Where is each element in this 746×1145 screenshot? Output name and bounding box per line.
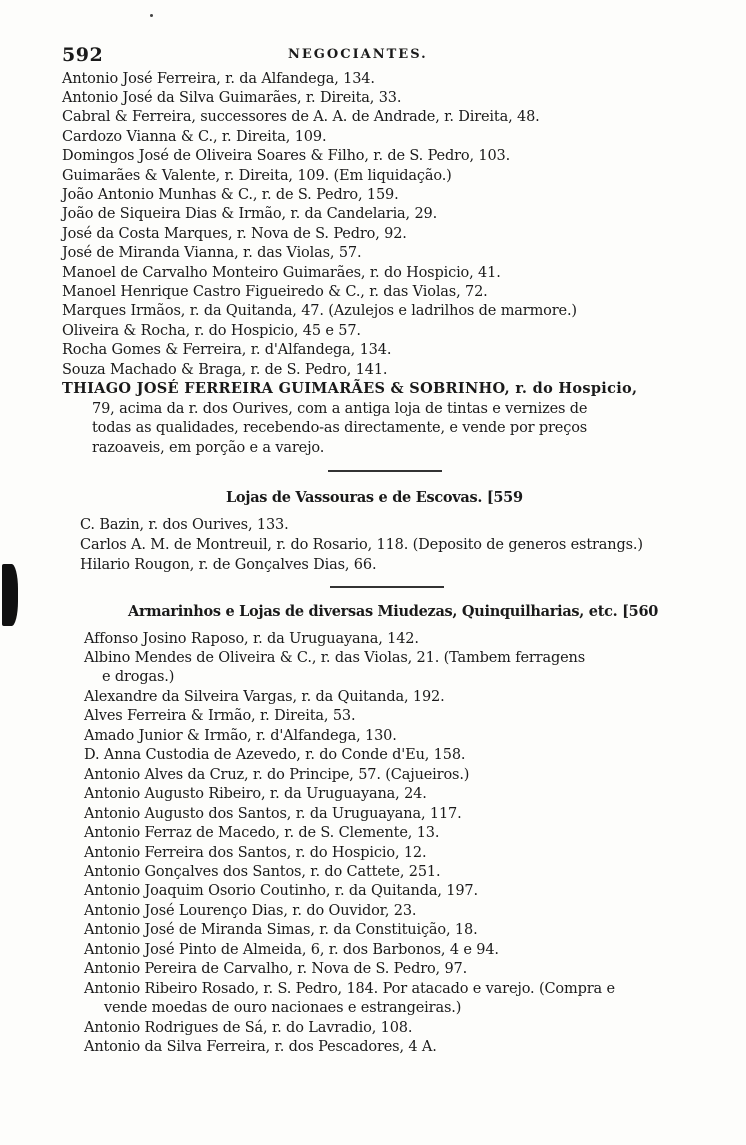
list-item: Antonio Joaquim Osorio Coutinho, r. da Quitanda, 197. [84,883,478,899]
list-item: Antonio José de Miranda Simas, r. da Constituição, 18. [84,922,478,938]
list-item: José da Costa Marques, r. Nova de S. Pedro, 92. [62,226,407,242]
list-item: Albino Mendes de Oliveira & C., r. das Violas, 21. (Tambem ferragens [84,650,585,666]
featured-entry-continued: todas as qualidades, recebendo-as directamente, e vende por preços [92,420,588,436]
page-edge-shadow [2,564,18,626]
section-title: Armarinhos e Lojas de diversas Miudezas, Quinquilharias, etc. [560 [128,603,659,620]
list-item: Antonio Augusto Ribeiro, r. da Uruguayana, 24. [84,786,427,802]
list-item: Amado Junior & Irmão, r. d'Alfandega, 130. [84,728,397,744]
page-number: 592 [62,44,104,66]
list-item: D. Anna Custodia de Azevedo, r. do Conde d'Eu, 158. [84,747,466,763]
list-item: Affonso Josino Raposo, r. da Uruguayana, 142. [84,631,419,647]
list-item: Antonio José Lourenço Dias, r. do Ouvidor, 23. [84,903,417,919]
list-item-continued: vende moedas de ouro nacionaes e estrangeiras.) [104,1000,462,1016]
list-item: Marques Irmãos, r. da Quitanda, 47. (Azulejos e ladrilhos de marmore.) [62,303,577,319]
list-item: Manoel de Carvalho Monteiro Guimarães, r. do Hospicio, 41. [62,265,501,281]
list-item: Cardozo Vianna & C., r. Direita, 109. [62,129,327,145]
list-item: Antonio da Silva Ferreira, r. dos Pescadores, 4 A. [84,1039,437,1055]
list-item: Guimarães & Valente, r. Direita, 109. (Em liquidação.) [62,168,452,184]
running-title: NEGOCIANTES. [288,47,428,62]
section-divider [330,586,444,588]
list-item: Domingos José de Oliveira Soares & Filho, r. de S. Pedro, 103. [62,148,511,164]
list-item: Hilario Rougon, r. de Gonçalves Dias, 66. [80,557,377,573]
list-item-continued: e drogas.) [102,669,175,685]
list-item: Antonio José Pinto de Almeida, 6, r. dos Barbonos, 4 e 94. [84,942,499,958]
list-item: Antonio Ferreira dos Santos, r. do Hospicio, 12. [84,845,427,861]
list-item: Antonio Gonçalves dos Santos, r. do Cattete, 251. [84,864,441,880]
list-item: João de Siqueira Dias & Irmão, r. da Candelaria, 29. [62,206,438,222]
section-title: Lojas de Vassouras e de Escovas. [559 [226,489,523,506]
list-item: Carlos A. M. de Montreuil, r. do Rosario, 118. (Deposito de generos estrangs.) [80,537,643,553]
list-item: Antonio José Ferreira, r. da Alfandega, 134. [62,71,375,87]
list-item: C. Bazin, r. dos Ourives, 133. [80,517,289,533]
list-item: Antonio Pereira de Carvalho, r. Nova de S. Pedro, 97. [84,961,468,977]
list-item: João Antonio Munhas & C., r. de S. Pedro, 159. [62,187,399,203]
section-divider [328,470,442,472]
featured-entry-continued: razoaveis, em porção e a varejo. [92,440,325,456]
list-item: Alves Ferreira & Irmão, r. Direita, 53. [84,708,356,724]
page-header [62,44,702,66]
featured-entry-continued: 79, acima da r. dos Ourives, com a antiga loja de tintas e vernizes de [92,401,588,417]
list-item: Cabral & Ferreira, successores de A. A. de Andrade, r. Direita, 48. [62,109,540,125]
list-item: Antonio Ferraz de Macedo, r. de S. Clemente, 13. [84,825,440,841]
list-item: Antonio Rodrigues de Sá, r. do Lavradio, 108. [84,1020,413,1036]
list-item: Manoel Henrique Castro Figueiredo & C., r. das Violas, 72. [62,284,488,300]
list-item: Souza Machado & Braga, r. de S. Pedro, 141. [62,362,388,378]
list-item: Antonio Ribeiro Rosado, r. S. Pedro, 184. Por atacado e varejo. (Compra e [84,981,615,997]
list-item: Antonio José da Silva Guimarães, r. Direita, 33. [62,90,402,106]
list-item: Antonio Augusto dos Santos, r. da Uruguayana, 117. [84,806,462,822]
list-item: José de Miranda Vianna, r. das Violas, 57. [62,245,362,261]
list-item: Oliveira & Rocha, r. do Hospicio, 45 e 57. [62,323,361,339]
print-speck [150,14,153,17]
featured-entry: THIAGO JOSÉ FERREIRA GUIMARÃES & SOBRINHO, r. do Hospicio, [62,380,638,397]
list-item: Alexandre da Silveira Vargas, r. da Quitanda, 192. [84,689,445,705]
list-item: Antonio Alves da Cruz, r. do Principe, 57. (Cajueiros.) [84,767,470,783]
list-item: Rocha Gomes & Ferreira, r. d'Alfandega, 134. [62,342,392,358]
